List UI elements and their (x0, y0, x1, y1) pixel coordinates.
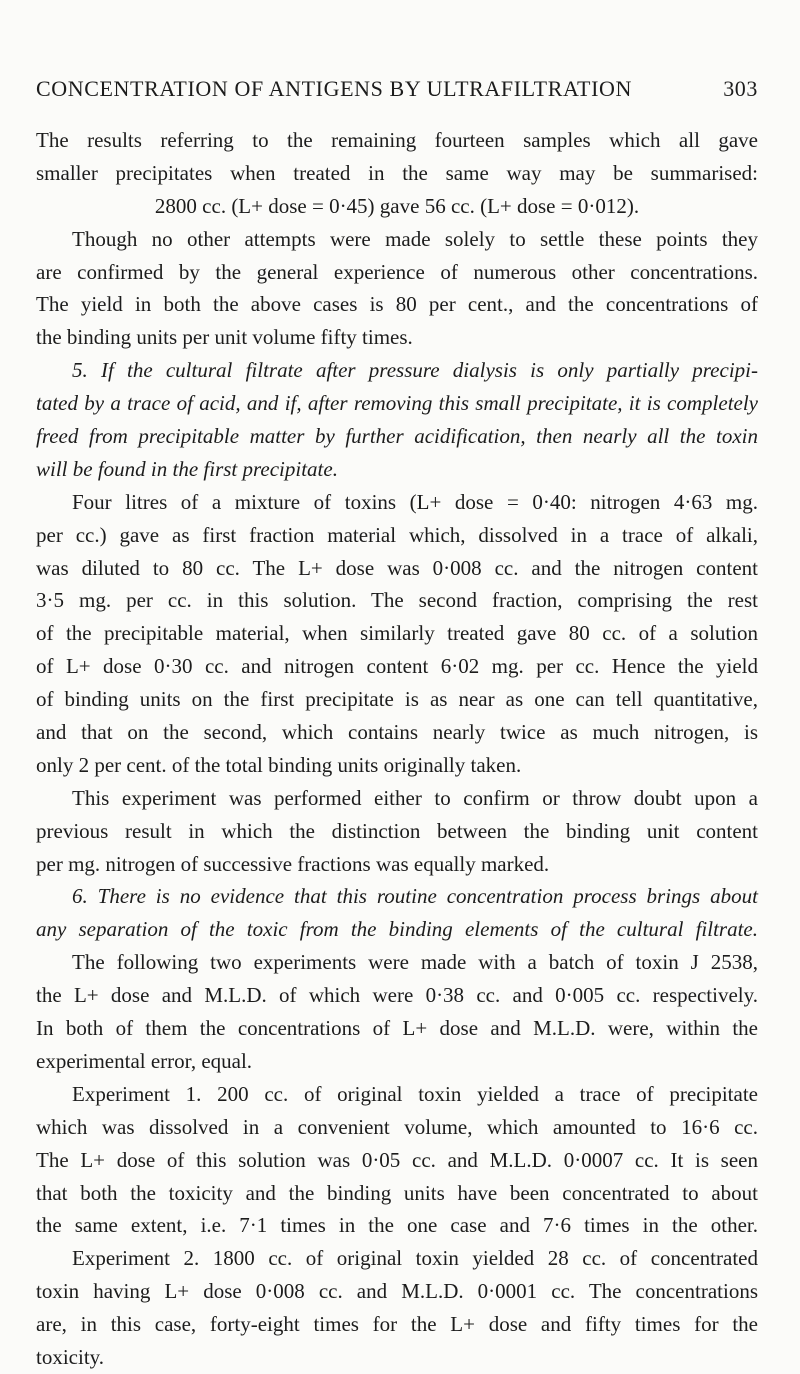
text-line: are, in this case, forty-eight times for the L+ dose and fifty times for the (36, 1312, 758, 1337)
section-heading-line: tated by a trace of acid, and if, after removing this small precipitate, it is completely (36, 391, 758, 416)
text-line: are confirmed by the general experience of numerous other concentrations. (36, 259, 758, 284)
section-heading-line: 5. If the cultural filtrate after pressure dialysis is only partially precipi- (72, 358, 758, 383)
text-line: toxin having L+ dose 0·008 cc. and M.L.D. 0·0001 cc. The concentrations (36, 1279, 758, 1304)
text-line: previous result in which the distinction between the binding unit content (36, 818, 758, 843)
section-heading-line: freed from precipitable matter by further acidification, then nearly all the toxin (36, 424, 758, 449)
text-line: 2800 cc. (L+ dose = 0·45) gave 56 cc. (L+ dose = 0·012). (154, 193, 640, 218)
text-line: The L+ dose of this solution was 0·05 cc. and M.L.D. 0·0007 cc. It is seen (36, 1147, 758, 1172)
text-line: the binding units per unit volume fifty times. (36, 325, 413, 350)
text-line: which was dissolved in a convenient volume, which amounted to 16·6 cc. (36, 1114, 758, 1139)
text-line: Experiment 1. 200 cc. of original toxin yielded a trace of precipitate (72, 1081, 758, 1106)
text-line: This experiment was performed either to confirm or throw doubt upon a (72, 785, 758, 810)
text-line: toxicity. (36, 1344, 105, 1369)
text-line: of the precipitable material, when similarly treated gave 80 cc. of a solution (36, 621, 758, 646)
section-heading-line: 6. There is no evidence that this routine concentration process brings about (72, 884, 758, 909)
text-line: per mg. nitrogen of successive fractions was equally marked. (36, 851, 550, 876)
text-line: In both of them the concentrations of L+ dose and M.L.D. were, within the (36, 1016, 758, 1041)
text-line: the L+ dose and M.L.D. of which were 0·38 cc. and 0·005 cc. respectively. (36, 983, 758, 1008)
text-line: the same extent, i.e. 7·1 times in the one case and 7·6 times in the other. (36, 1213, 758, 1238)
running-head (36, 76, 758, 108)
text-line: Though no other attempts were made solely to settle these points they (72, 226, 758, 251)
text-line: The yield in both the above cases is 80 per cent., and the concentrations of (36, 292, 758, 317)
text-line: 3·5 mg. per cc. in this solution. The second fraction, comprising the rest (36, 588, 758, 613)
text-line: The following two experiments were made with a batch of toxin J 2538, (72, 950, 758, 975)
text-line: of L+ dose 0·30 cc. and nitrogen content 6·02 mg. per cc. Hence the yield (36, 654, 758, 679)
text-line: only 2 per cent. of the total binding units originally taken. (36, 752, 522, 777)
section-heading-line: will be found in the first precipitate. (36, 456, 338, 481)
section-heading-line: any separation of the toxic from the binding elements of the cultural filtrate. (36, 917, 758, 942)
text-line: Experiment 2. 1800 cc. of original toxin yielded 28 cc. of concentrated (72, 1246, 758, 1271)
text-line: Four litres of a mixture of toxins (L+ dose = 0·40: nitrogen 4·63 mg. (72, 489, 758, 514)
text-line: per cc.) gave as first fraction material which, dissolved in a trace of alkali, (36, 522, 758, 547)
text-line: that both the toxicity and the binding units have been concentrated to about (36, 1180, 758, 1205)
running-title: CONCENTRATION OF ANTIGENS BY ULTRAFILTRATION (36, 76, 632, 101)
text-line: smaller precipitates when treated in the same way may be summarised: (36, 160, 758, 185)
text-line: was diluted to 80 cc. The L+ dose was 0·008 cc. and the nitrogen content (36, 555, 758, 580)
text-line: The results referring to the remaining fourteen samples which all gave (36, 128, 758, 152)
text-line: and that on the second, which contains nearly twice as much nitrogen, is (36, 720, 758, 745)
text-line: of binding units on the first precipitate is as near as one can tell quantitative, (36, 687, 758, 712)
page-number: 303 (723, 76, 758, 101)
text-line: experimental error, equal. (36, 1048, 253, 1073)
body-text (36, 124, 758, 1374)
